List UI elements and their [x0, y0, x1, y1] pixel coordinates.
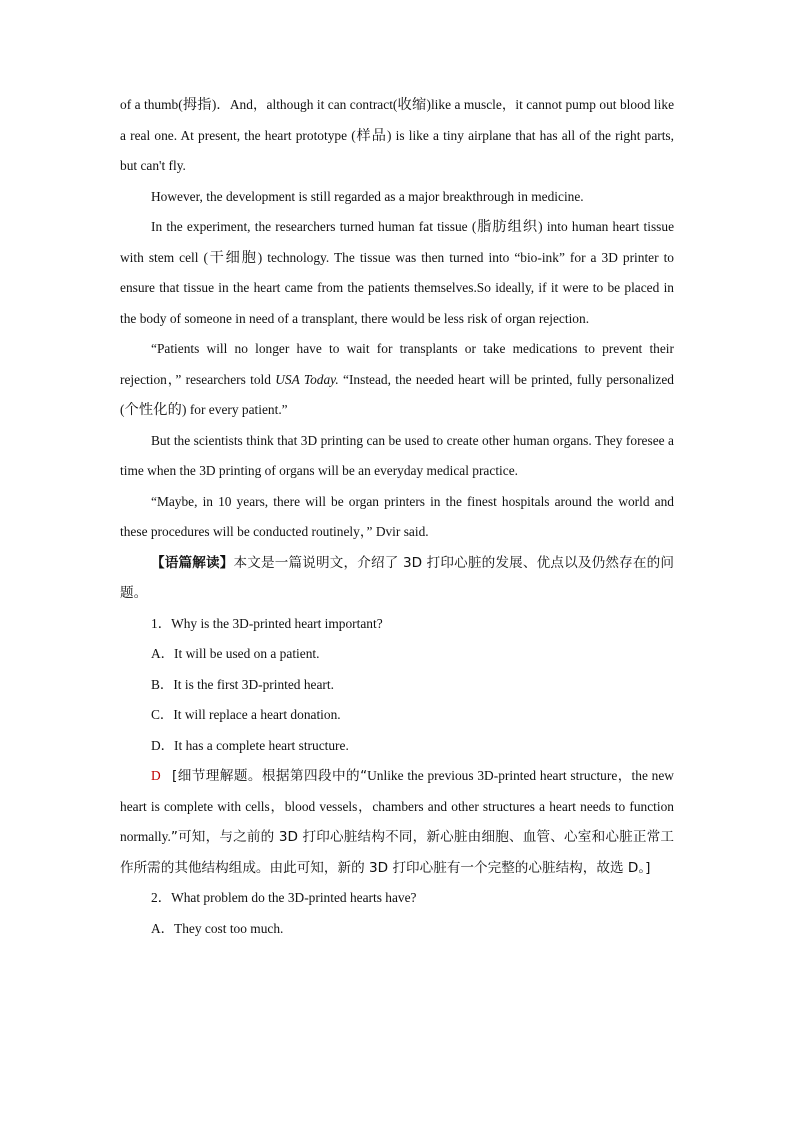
- question-1-option-c: C．It will replace a heart donation.: [151, 707, 341, 722]
- passage-paragraph-6: “Maybe, in 10 years, there will be organ printers in the finest hospitals around the world and these procedures will be conducted routinely，” Dvir said.: [120, 493, 674, 539]
- passage-analysis: [120, 548, 674, 609]
- text-run: ) into human heart tissue with stem cell (: [120, 219, 675, 265]
- text-run: ) for every patient.”: [182, 402, 288, 417]
- newspaper-name: USA Today.: [275, 371, 339, 387]
- document-page: [120, 90, 674, 944]
- text-run: )．And，although it can contract(: [211, 97, 398, 112]
- explanation-text: [细节理解题。根据第四段中的“: [172, 768, 368, 784]
- gloss-cn: 干细胞: [207, 249, 258, 266]
- analysis-label: 【语篇解读】: [151, 554, 234, 571]
- question-1-option-b: B．It is the first 3D-printed heart.: [151, 676, 334, 692]
- gloss-cn: 个性化的: [124, 402, 183, 418]
- question-1-option-d: D．It has a complete heart structure.: [151, 737, 349, 753]
- passage-paragraph-3: [120, 212, 674, 334]
- passage-paragraph-5: But the scientists think that 3D printing can be used to create other human organs. They foresee a time when the 3D printing of organs will be an everyday medical practice.: [120, 432, 674, 478]
- text-run: “Patients will no longer have to wait for transplants or take medications to prevent their rejection，” researchers told: [120, 341, 674, 387]
- passage-paragraph-1: [120, 90, 674, 182]
- explanation-quote: Unlike the previous 3D-printed heart structure，the new heart is complete with cells，blood vessels，chambers and other structures a heart needs to function normally.: [120, 768, 674, 844]
- text-run: ) technology. The tissue was then turned into “bio-ink” for a 3D printer to ensure that tissue in the heart came from the patients themselves.So ideally, if it were to be placed in the body of someone in need of a transplant, there would be less risk of organ rejection.: [120, 249, 674, 326]
- gloss-cn: 脂肪组织: [476, 219, 539, 235]
- gloss-cn: 样品: [355, 127, 387, 144]
- passage-paragraph-2: However, the development is still regarded as a major breakthrough in medicine.: [151, 188, 584, 204]
- text-run: ) is like a tiny airplane that has all of the right parts, but can't fly.: [120, 127, 674, 173]
- question-2-option-a: A．They cost too much.: [151, 920, 284, 936]
- question-1-explanation: [120, 761, 674, 883]
- answer-letter: D: [151, 768, 161, 783]
- question-2-stem: 2．What problem do the 3D-printed hearts have?: [151, 890, 417, 905]
- question-1-stem: 1．Why is the 3D-printed heart important?: [151, 615, 383, 631]
- text-run: In the experiment, the researchers turned human fat tissue (: [151, 219, 477, 234]
- passage-paragraph-4: [120, 334, 674, 426]
- explanation-text: ”可知，与之前的 3D 打印心脏结构不同，新心脏由细胞、血管、心室和心脏正常工作所需的其他结构组成。由此可知，新的 3D 打印心脏有一个完整的心脏结构，故选 D。]: [120, 829, 674, 876]
- text-run: of a thumb(: [120, 97, 183, 112]
- text-run: “Instead, the needed heart will be printed, fully personalized (: [120, 371, 674, 417]
- text-run: )like a muscle，it cannot pump out blood like a real one. At present, the heart prototype (: [120, 97, 675, 143]
- gloss-cn: 拇指: [182, 97, 212, 113]
- gloss-cn: 收缩: [397, 97, 427, 113]
- analysis-text: 本文是一篇说明文，介绍了 3D 打印心脏的发展、优点以及仍然存在的问题。: [120, 554, 674, 601]
- question-1-option-a: A．It will be used on a patient.: [151, 646, 320, 661]
